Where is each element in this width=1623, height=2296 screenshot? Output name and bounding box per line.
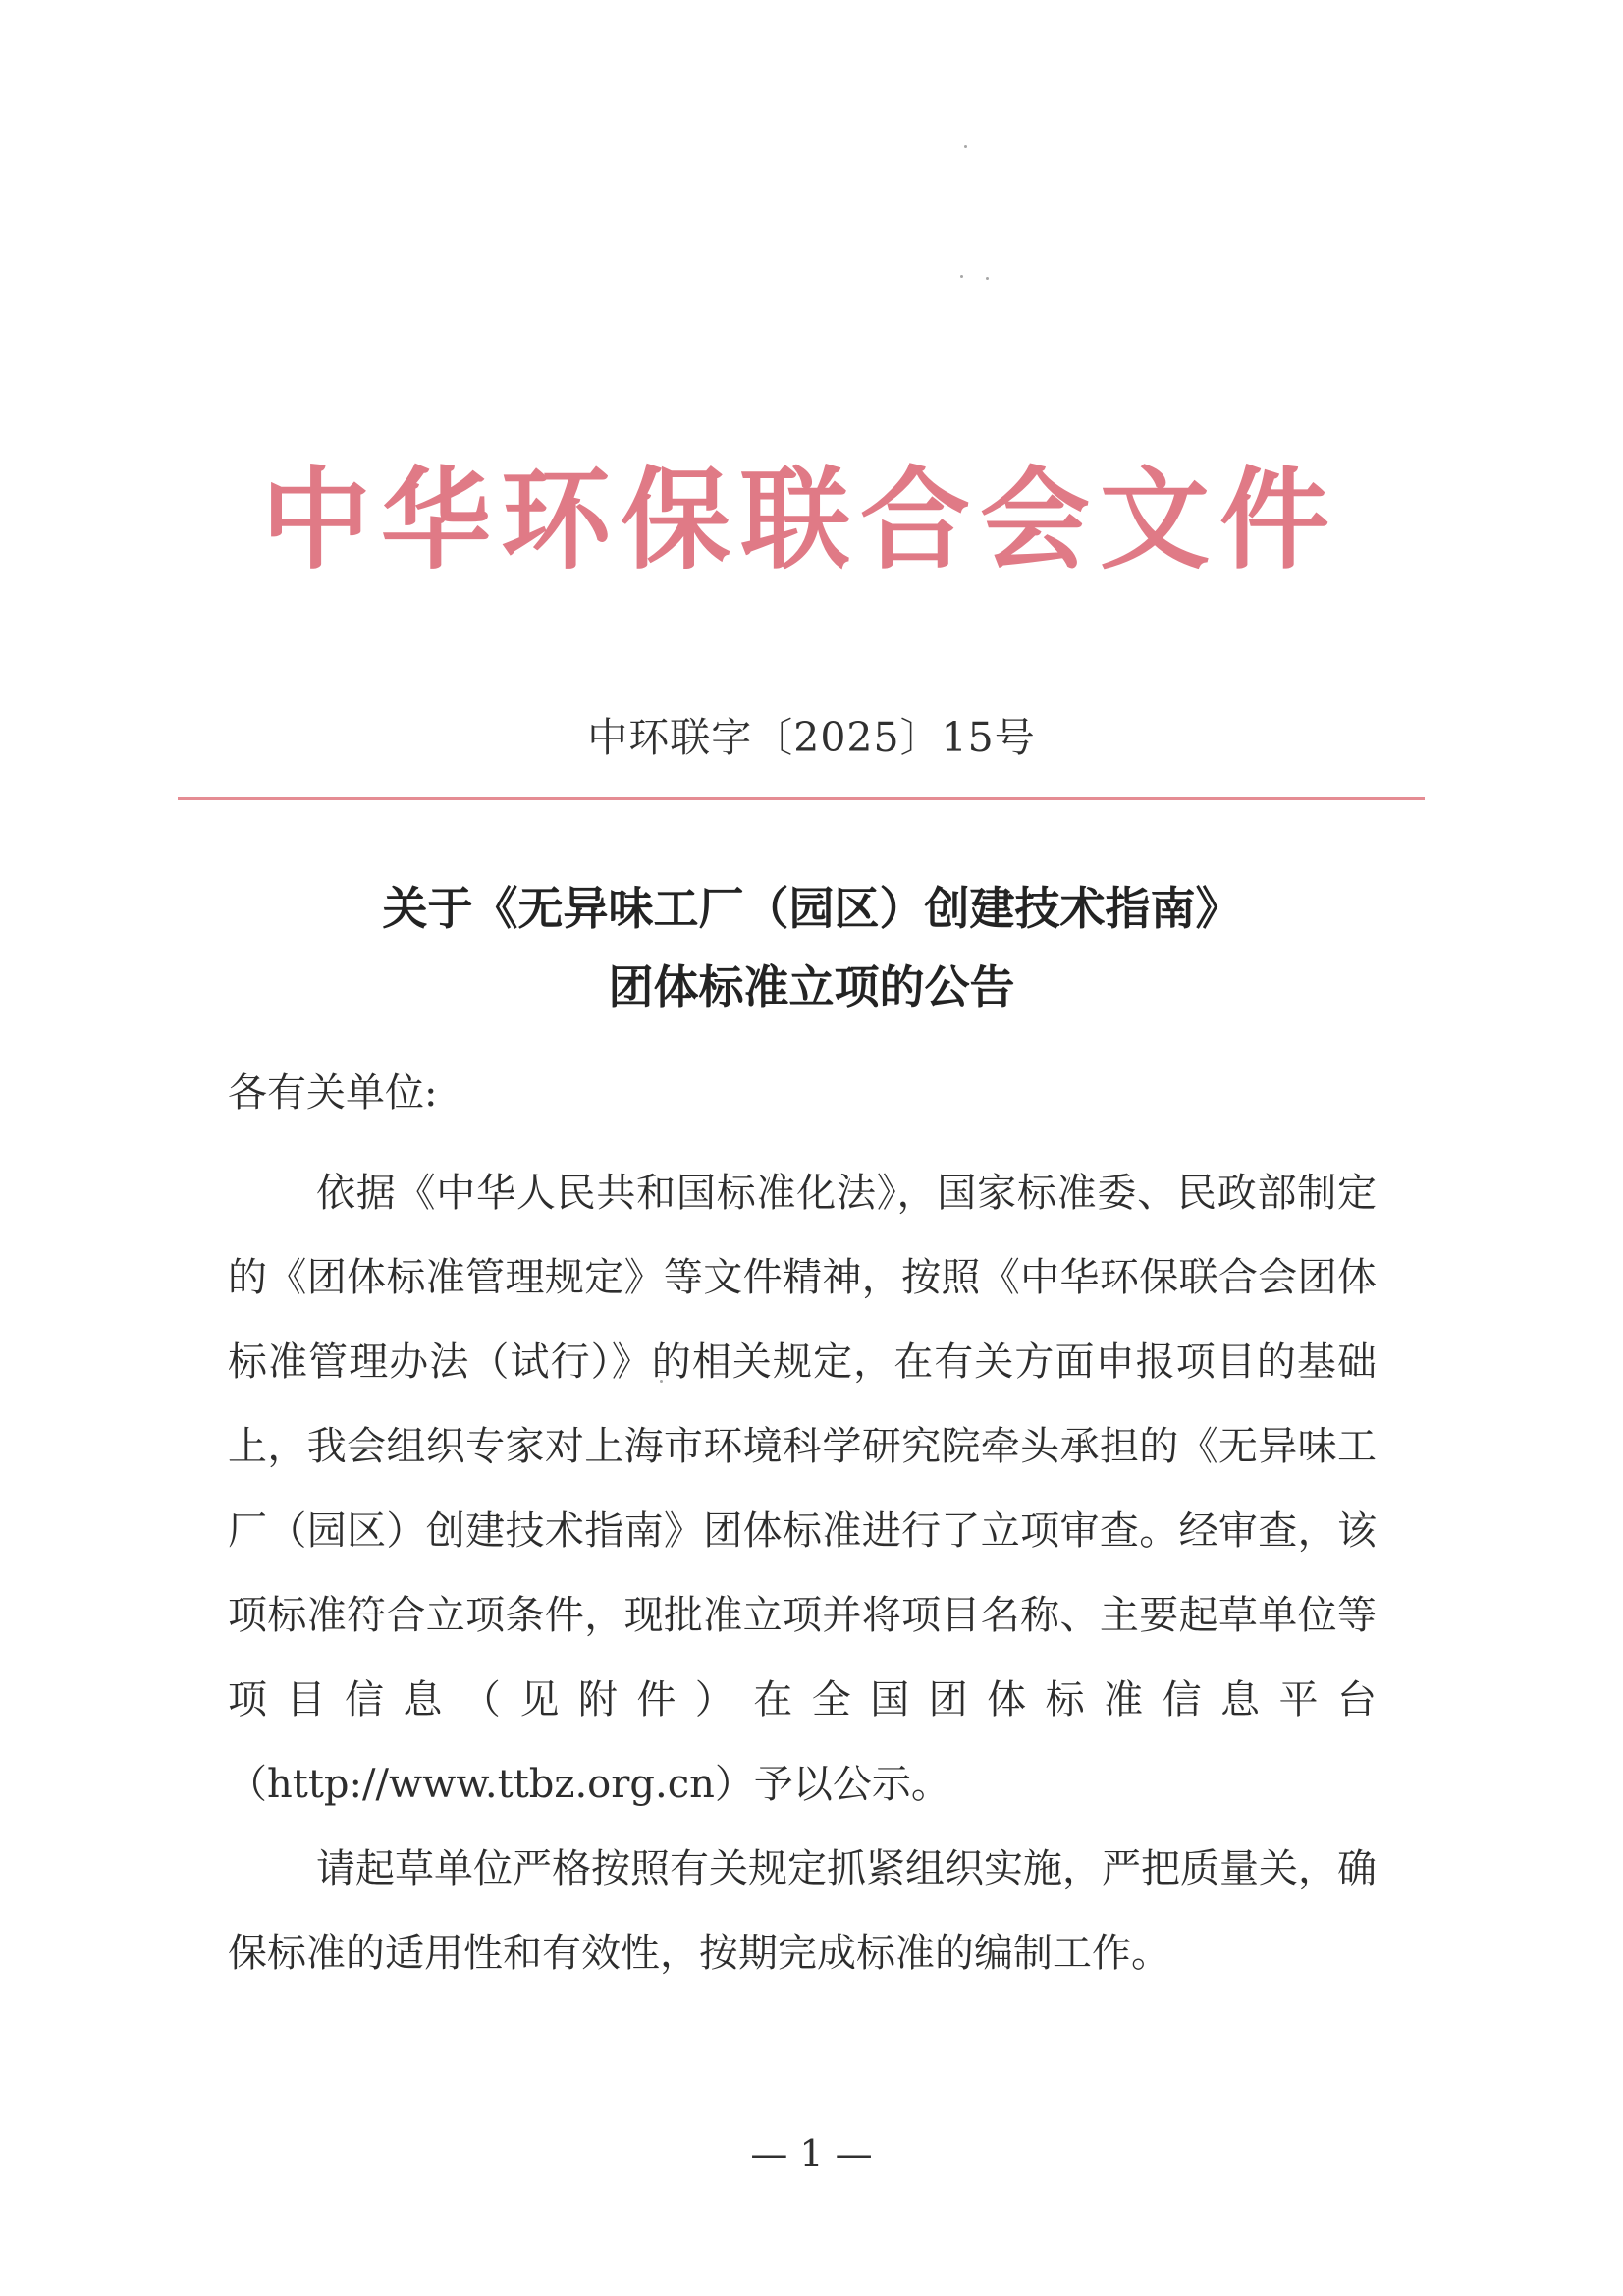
header-divider: [178, 797, 1425, 800]
notice-subject: [0, 869, 1623, 1026]
body-paragraph-2: 请起草单位严格按照有关规定抓紧组织实施，严把质量关，确保标准的适用性和有效性，按期完成标准的编制工作。: [228, 1846, 1377, 1976]
notice-body: [228, 1151, 1377, 1995]
subject-line-2: 团体标准立项的公告: [608, 960, 1015, 1013]
scan-speck: [960, 275, 963, 278]
page-number: — 1 —: [750, 2132, 873, 2175]
body-paragraph-1: 依据《中华人民共和国标准化法》，国家标准委、民政部制定的《团体标准管理规定》等文件精神，按照《中华环保联合会团体标准管理办法（试行）》的相关规定，在有关方面申报项目的基础上，我会组织专家对上海市环境科学研究院牵头承担的《无异味工厂（园区）创建技术指南》团体标准进行了立项审查。经审查，该项标准符合立项条件，现批准立项并将项目名称、主要起草单位等项目信息（见附件）在全国团体标准信息平台（http://www.ttbz.org.cn）予以公示。: [228, 1171, 1377, 1807]
document-number: 中环联字〔2025〕15号: [587, 714, 1036, 761]
subject-line-1: 关于《无异味工厂（园区）创建技术指南》: [382, 882, 1241, 935]
salutation: 各有关单位:: [228, 1070, 438, 1116]
organization-document-title: 中华环保联合会文件: [261, 457, 1339, 584]
scan-speck: [964, 145, 967, 148]
scan-speck: [986, 277, 989, 280]
